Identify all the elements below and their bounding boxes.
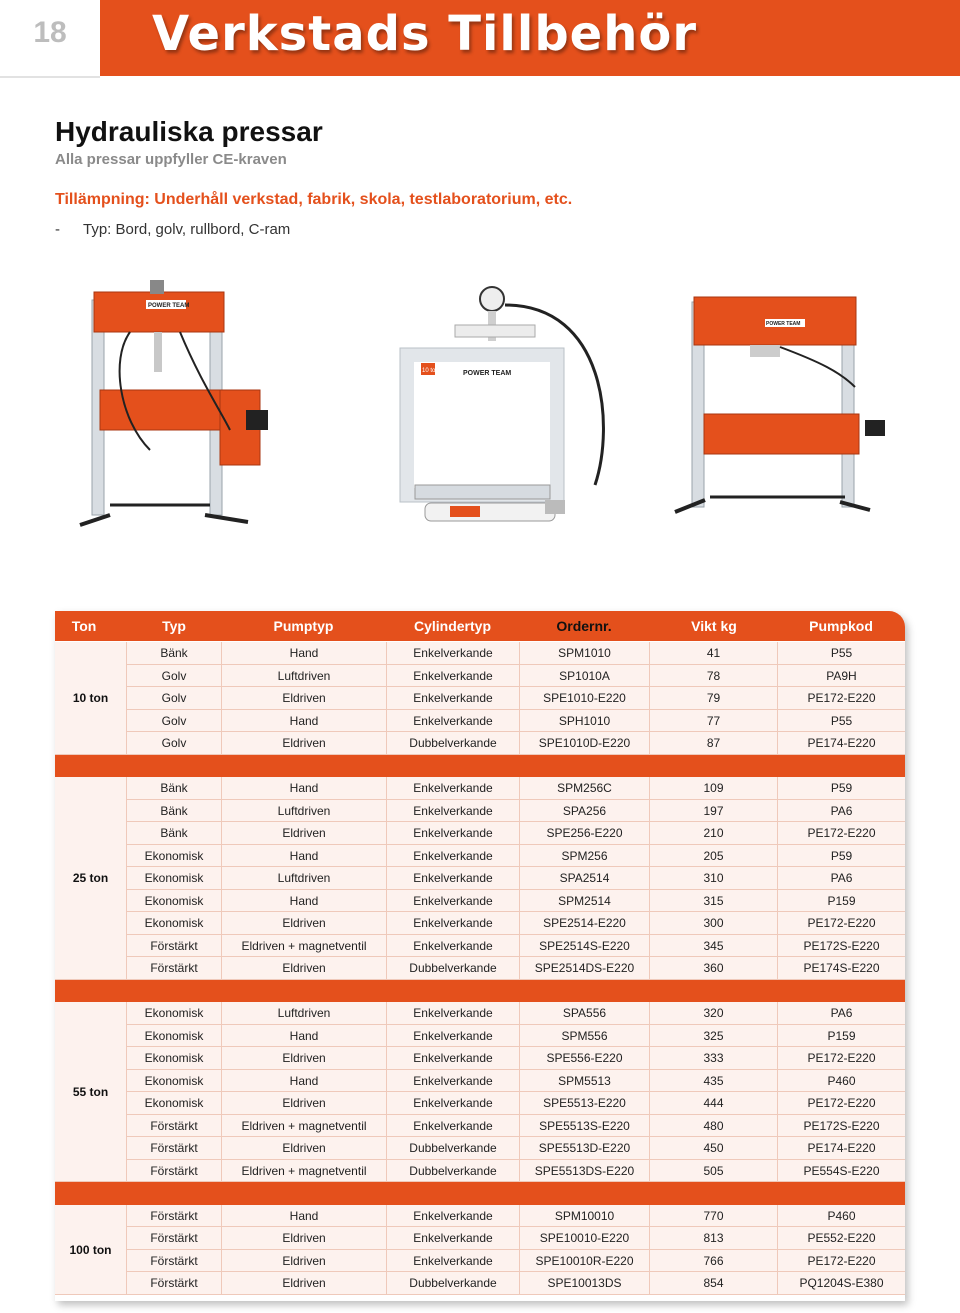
cell-cylindertyp: Enkelverkande [386,665,519,688]
cell-pumptyp: Eldriven [221,687,386,710]
table-row [126,1272,905,1295]
group-separator [55,980,905,1003]
product-images [0,270,960,570]
cell-vikt: 210 [649,822,777,845]
table-row [126,732,905,755]
cell-pumpkod: PE174-E220 [777,1137,905,1160]
cell-pumpkod: P59 [777,845,905,868]
cell-pumptyp: Eldriven + magnetventil [221,1160,386,1183]
cell-pumpkod: PA6 [777,867,905,890]
page-header [0,0,960,76]
table-row [126,1137,905,1160]
cell-typ: Förstärkt [126,957,221,980]
table-row [126,1160,905,1183]
cell-ordernr: SPM556 [519,1025,649,1048]
cell-typ: Golv [126,665,221,688]
type-text: Typ: Bord, golv, rullbord, C-ram [83,221,291,238]
cell-ordernr: SPE10010R-E220 [519,1250,649,1273]
cell-vikt: 435 [649,1070,777,1093]
cell-pumpkod: P460 [777,1205,905,1228]
table-row [126,867,905,890]
cell-ordernr: SPM256 [519,845,649,868]
cell-ordernr: SPE5513D-E220 [519,1137,649,1160]
cell-cylindertyp: Dubbelverkande [386,1160,519,1183]
cell-pumpkod: PE554S-E220 [777,1160,905,1183]
cell-ordernr: SPE10013DS [519,1272,649,1295]
cell-pumpkod: P159 [777,890,905,913]
cell-ordernr: SPE2514S-E220 [519,935,649,958]
cell-vikt: 325 [649,1025,777,1048]
cell-pumptyp: Hand [221,1025,386,1048]
cell-cylindertyp: Enkelverkande [386,1070,519,1093]
cell-typ: Förstärkt [126,935,221,958]
table-row [126,687,905,710]
bench-press-image [395,285,625,535]
bench-press-badge: 10 ton [422,368,439,374]
cell-typ: Ekonomisk [126,845,221,868]
cell-pumptyp: Luftdriven [221,1002,386,1025]
cell-vikt: 360 [649,957,777,980]
table-row [126,1070,905,1093]
cell-typ: Bänk [126,777,221,800]
table-row [126,710,905,733]
application-line: Tillämpning: Underhåll verkstad, fabrik, skola, testlaboratorium, etc. [55,191,573,208]
cell-cylindertyp: Enkelverkande [386,800,519,823]
cell-pumpkod: PE552-E220 [777,1227,905,1250]
cell-pumptyp: Eldriven [221,822,386,845]
group-separator [55,1182,905,1205]
cell-cylindertyp: Enkelverkande [386,1025,519,1048]
cell-typ: Förstärkt [126,1160,221,1183]
cell-typ: Ekonomisk [126,1002,221,1025]
cell-cylindertyp: Enkelverkande [386,687,519,710]
cell-typ: Ekonomisk [126,1070,221,1093]
cell-pumpkod: P55 [777,642,905,665]
cell-vikt: 450 [649,1137,777,1160]
table-row [126,912,905,935]
cell-typ: Ekonomisk [126,1092,221,1115]
cell-pumptyp: Eldriven [221,1092,386,1115]
cell-typ: Förstärkt [126,1137,221,1160]
cell-cylindertyp: Enkelverkande [386,1205,519,1228]
cell-ordernr: SPE1010D-E220 [519,732,649,755]
cell-vikt: 505 [649,1160,777,1183]
cell-cylindertyp: Enkelverkande [386,890,519,913]
cell-pumptyp: Luftdriven [221,800,386,823]
table-header [55,611,905,641]
cell-cylindertyp: Dubbelverkande [386,1137,519,1160]
cell-pumptyp: Eldriven [221,1137,386,1160]
cell-typ: Förstärkt [126,1115,221,1138]
cell-pumptyp: Hand [221,1070,386,1093]
cell-typ: Ekonomisk [126,890,221,913]
cell-vikt: 300 [649,912,777,935]
cell-cylindertyp: Enkelverkande [386,710,519,733]
cell-typ: Ekonomisk [126,1047,221,1070]
cell-cylindertyp: Enkelverkande [386,935,519,958]
cell-vikt: 315 [649,890,777,913]
table-row [126,665,905,688]
cell-pumpkod: P55 [777,710,905,733]
ton-group-label: 25 ton [55,777,126,980]
cell-ordernr: SPE256-E220 [519,822,649,845]
cell-ordernr: SPE2514-E220 [519,912,649,935]
cell-vikt: 87 [649,732,777,755]
cell-typ: Golv [126,687,221,710]
group-separator [55,755,905,778]
cell-pumpkod: PA6 [777,1002,905,1025]
cell-cylindertyp: Enkelverkande [386,642,519,665]
cell-pumpkod: PA6 [777,800,905,823]
page-number: 18 [33,16,67,49]
cell-pumpkod: PE172-E220 [777,1047,905,1070]
table-row [126,800,905,823]
middle-press-label: POWER TEAM [463,370,512,377]
ton-group-label: 10 ton [55,642,126,755]
cell-ordernr: SPE10010-E220 [519,1227,649,1250]
cell-vikt: 345 [649,935,777,958]
page-number-box [0,0,100,78]
cell-pumpkod: PE172-E220 [777,687,905,710]
cell-ordernr: SPE1010-E220 [519,687,649,710]
cell-pumpkod: P159 [777,1025,905,1048]
cell-cylindertyp: Enkelverkande [386,1047,519,1070]
cell-ordernr: SPE5513S-E220 [519,1115,649,1138]
cell-ordernr: SPE556-E220 [519,1047,649,1070]
cell-cylindertyp: Enkelverkande [386,912,519,935]
cell-ordernr: SP1010A [519,665,649,688]
table-row [126,890,905,913]
cell-pumptyp: Hand [221,777,386,800]
spec-table [55,611,905,1301]
cell-ordernr: SPM2514 [519,890,649,913]
cell-cylindertyp: Enkelverkande [386,822,519,845]
table-row [126,1092,905,1115]
header-ton: Ton [71,618,97,634]
table-row [126,1002,905,1025]
cell-pumptyp: Hand [221,845,386,868]
cell-vikt: 766 [649,1250,777,1273]
cell-cylindertyp: Dubbelverkande [386,1272,519,1295]
cell-pumpkod: PE172S-E220 [777,935,905,958]
cell-ordernr: SPA556 [519,1002,649,1025]
cell-vikt: 197 [649,800,777,823]
cell-pumpkod: PE172-E220 [777,822,905,845]
cell-ordernr: SPE2514DS-E220 [519,957,649,980]
cell-vikt: 813 [649,1227,777,1250]
cell-cylindertyp: Enkelverkande [386,1115,519,1138]
header-ordernr: Ordernr. [556,618,612,634]
page-title: Verkstads Tillbehör [152,6,698,62]
cell-typ: Golv [126,732,221,755]
header-cylindertyp: Cylindertyp [413,618,491,634]
cell-vikt: 79 [649,687,777,710]
table-row [126,935,905,958]
table-row [126,777,905,800]
cell-vikt: 320 [649,1002,777,1025]
cell-cylindertyp: Enkelverkande [386,1250,519,1273]
cell-pumpkod: PQ1204S-E380 [777,1272,905,1295]
cell-pumptyp: Eldriven [221,957,386,980]
type-line [55,221,290,238]
cell-vikt: 205 [649,845,777,868]
table-row [126,1205,905,1228]
cell-vikt: 333 [649,1047,777,1070]
cell-typ: Ekonomisk [126,1025,221,1048]
cell-ordernr: SPA256 [519,800,649,823]
cell-cylindertyp: Enkelverkande [386,1227,519,1250]
cell-vikt: 310 [649,867,777,890]
cell-typ: Bänk [126,822,221,845]
ton-group-label: 55 ton [55,1002,126,1182]
cell-ordernr: SPM256C [519,777,649,800]
cell-ordernr: SPA2514 [519,867,649,890]
header-pumpkod: Pumpkod [809,618,873,634]
winch-press-image [670,292,910,532]
cell-vikt: 480 [649,1115,777,1138]
table-row [126,1115,905,1138]
cell-vikt: 78 [649,665,777,688]
cell-pumpkod: PE174-E220 [777,732,905,755]
cell-typ: Förstärkt [126,1272,221,1295]
header-pumptyp: Pumptyp [273,618,334,634]
cell-pumptyp: Hand [221,890,386,913]
table-row [126,1047,905,1070]
cell-typ: Förstärkt [126,1205,221,1228]
section-title: Hydrauliska pressar [55,116,323,147]
cell-vikt: 109 [649,777,777,800]
cell-pumptyp: Eldriven [221,1250,386,1273]
right-press-label: POWER TEAM [766,321,801,327]
cell-cylindertyp: Enkelverkande [386,777,519,800]
cell-pumptyp: Eldriven [221,1272,386,1295]
cell-ordernr: SPE5513-E220 [519,1092,649,1115]
cell-pumptyp: Luftdriven [221,867,386,890]
cell-pumptyp: Eldriven [221,1227,386,1250]
cell-pumpkod: PE174S-E220 [777,957,905,980]
cell-vikt: 770 [649,1205,777,1228]
cell-pumpkod: PE172-E220 [777,912,905,935]
cell-typ: Bänk [126,642,221,665]
cell-pumptyp: Hand [221,710,386,733]
cell-pumptyp: Hand [221,642,386,665]
ton-group-label: 100 ton [55,1205,126,1295]
cell-pumptyp: Eldriven + magnetventil [221,935,386,958]
cell-pumptyp: Hand [221,1205,386,1228]
section-subtitle: Alla pressar uppfyller CE-kraven [55,151,287,168]
table-row [126,1025,905,1048]
cell-typ: Ekonomisk [126,867,221,890]
cell-ordernr: SPE5513DS-E220 [519,1160,649,1183]
cell-pumptyp: Eldriven [221,912,386,935]
cell-vikt: 444 [649,1092,777,1115]
cell-vikt: 41 [649,642,777,665]
cell-cylindertyp: Enkelverkande [386,1092,519,1115]
cell-typ: Förstärkt [126,1227,221,1250]
table-row [126,822,905,845]
cell-ordernr: SPM1010 [519,642,649,665]
cell-typ: Bänk [126,800,221,823]
cell-pumpkod: PE172S-E220 [777,1115,905,1138]
table-row [126,1250,905,1273]
cell-pumpkod: PE172-E220 [777,1092,905,1115]
left-press-label: POWER TEAM [148,303,190,309]
bullet-dash: - [55,221,60,238]
floor-press-image [70,280,290,550]
header-bar [100,0,960,76]
cell-vikt: 77 [649,710,777,733]
cell-pumpkod: P460 [777,1070,905,1093]
cell-typ: Ekonomisk [126,912,221,935]
cell-ordernr: SPH1010 [519,710,649,733]
cell-ordernr: SPM10010 [519,1205,649,1228]
cell-typ: Golv [126,710,221,733]
cell-cylindertyp: Dubbelverkande [386,957,519,980]
cell-pumpkod: PE172-E220 [777,1250,905,1273]
cell-cylindertyp: Dubbelverkande [386,732,519,755]
cell-cylindertyp: Enkelverkande [386,845,519,868]
header-vikt: Vikt kg [691,618,737,634]
cell-ordernr: SPM5513 [519,1070,649,1093]
header-typ: Typ [162,618,186,634]
cell-vikt: 854 [649,1272,777,1295]
cell-pumptyp: Eldriven [221,732,386,755]
cell-pumptyp: Eldriven + magnetventil [221,1115,386,1138]
cell-pumptyp: Luftdriven [221,665,386,688]
table-row [126,957,905,980]
table-row [126,642,905,665]
table-row [126,1227,905,1250]
cell-cylindertyp: Enkelverkande [386,1002,519,1025]
cell-typ: Förstärkt [126,1250,221,1273]
cell-cylindertyp: Enkelverkande [386,867,519,890]
table-row [126,845,905,868]
cell-pumpkod: PA9H [777,665,905,688]
cell-pumptyp: Eldriven [221,1047,386,1070]
cell-pumpkod: P59 [777,777,905,800]
